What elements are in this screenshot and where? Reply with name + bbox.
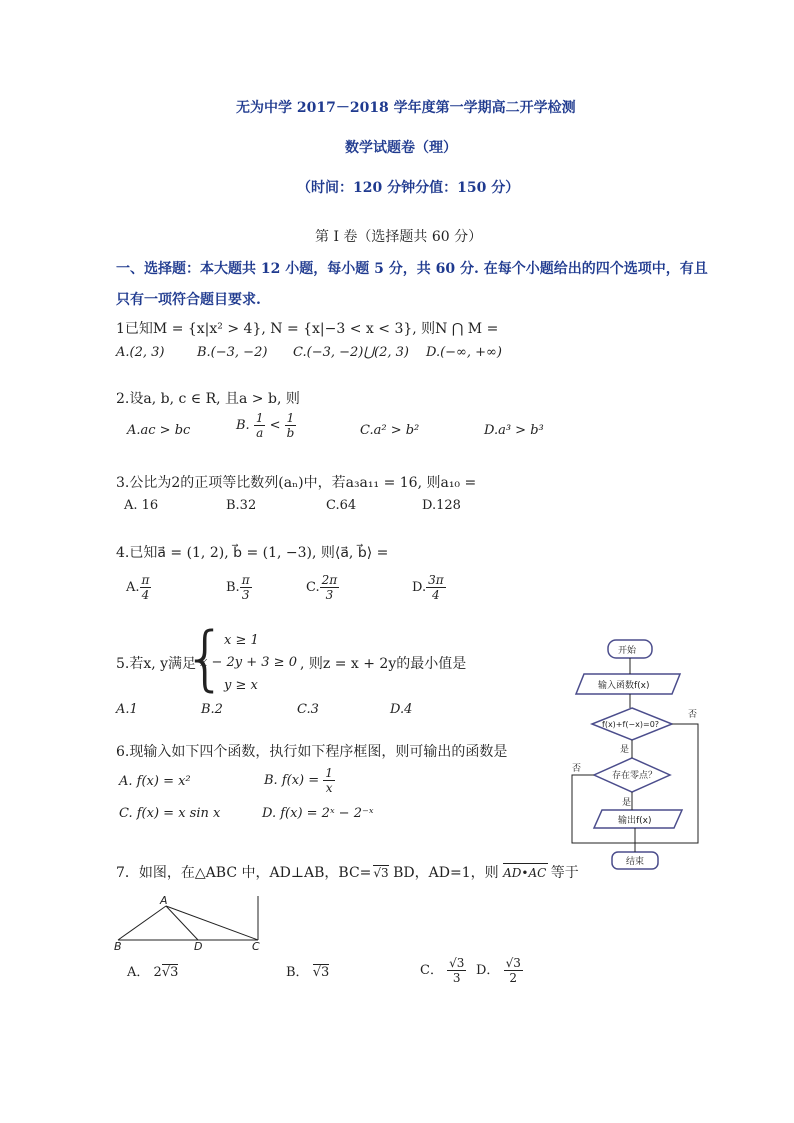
question-5-option-d: D.4 <box>390 702 413 717</box>
flowchart-input-label: 输入函数f(x) <box>598 681 650 691</box>
flowchart-no-2: 否 <box>572 764 582 774</box>
question-6-stem: 6.现输入如下四个函数，执行如下程序框图，则可输出的函数是 <box>116 744 508 760</box>
section-heading-line1: 一、选择题：本大题共 12 小题，每小题 5 分，共 60 分. 在每个小题给出的四个选项中，有且 <box>116 261 708 277</box>
question-7-option-b: B． √3 <box>286 965 330 980</box>
vertex-b-label: B <box>114 940 122 953</box>
question-3-option-c: C.64 <box>326 498 357 513</box>
question-1-stem: 1已知M = {x|x² > 4}, N = {x|−3 < x < 3}, 则N ⋂ M = <box>116 321 499 337</box>
question-5-prefix: 5.若x, y满足 <box>116 656 197 672</box>
question-4-option-c: C. $\frac{2\pi}{3}$ <box>306 573 338 602</box>
question-5-condition-2: x − 2y + 3 ≥ 0 <box>200 655 297 670</box>
question-1-option-c: C.(−3, −2)⋃(2, 3) <box>293 345 409 360</box>
exam-info: （时间：120 分钟分值：150 分） <box>297 180 520 196</box>
question-6-option-a: A. f(x) = x² <box>119 774 191 789</box>
flowchart-output-label: 输出f(x) <box>618 816 652 826</box>
question-1-option-d: D.(−∞, +∞) <box>426 345 502 360</box>
question-1-option-b: B.(−3, −2) <box>197 345 268 360</box>
question-7-stem: 7．如图，在△ABC 中，AD⊥AB，BC= √3 BD，AD=1，则 AD•AC 等于 <box>116 865 579 881</box>
flowchart-no-1: 否 <box>688 710 698 720</box>
vertex-d-label: D <box>194 940 203 953</box>
question-7-option-d: D． $\frac{√3}{2}$ <box>476 956 521 985</box>
question-3-option-a: A. 16 <box>124 498 159 513</box>
question-4-stem: 4.已知a⃗ = (1, 2), b⃗ = (1, −3), 则⟨a⃗, b⃗⟩ = <box>116 545 389 561</box>
triangle-figure <box>110 890 270 954</box>
question-1-option-a: A.(2, 3) <box>116 345 165 360</box>
question-2-option-c: C.a² > b² <box>360 423 420 438</box>
question-4-option-b: B. $\frac{\pi}{3}$ <box>226 573 250 602</box>
exam-title: 无为中学 2017－2018 学年度第一学期高二开学检测 <box>236 100 576 116</box>
question-2-option-d: D.a³ > b³ <box>484 423 544 438</box>
question-7-option-c: C． $\frac{√3}{3}$ <box>420 956 465 985</box>
question-6-option-d: D. f(x) = 2ˣ − 2⁻ˣ <box>262 806 374 821</box>
system-brace: { <box>183 617 228 699</box>
flowchart-decision-1-label: f(x)+f(−x)=0? <box>602 720 660 729</box>
question-3-option-d: D.128 <box>422 498 461 513</box>
flowchart-yes-2: 是 <box>622 798 632 808</box>
part-heading: 第 I 卷（选择题共 60 分） <box>315 229 483 245</box>
program-flowchart <box>560 634 710 874</box>
question-3-stem: 3.公比为2的正项等比数列(aₙ)中，若a₃a₁₁ = 16, 则a₁₀ = <box>116 475 477 491</box>
flowchart-end-label: 结束 <box>626 857 645 867</box>
question-5-option-b: B.2 <box>201 702 223 717</box>
flowchart-yes-1: 是 <box>620 745 630 755</box>
question-2-stem: 2.设a, b, c ∈ R, 且a > b, 则 <box>116 391 300 407</box>
section-heading-line2: 只有一项符合题目要求. <box>116 292 261 308</box>
question-5-option-c: C.3 <box>297 702 319 717</box>
question-5-option-a: A.1 <box>116 702 138 717</box>
question-7-option-a: A． 2√3 <box>127 965 179 980</box>
question-4-option-a: A. $\frac{\pi}{4}$ <box>126 573 150 602</box>
question-6-option-b: B. f(x) = $\frac{1}{x}$ <box>264 766 333 795</box>
question-5-condition-3: y ≥ x <box>224 678 258 693</box>
exam-subtitle: 数学试题卷（理） <box>345 140 457 156</box>
question-2-option-a: A.ac > bc <box>127 423 191 438</box>
question-6-option-c: C. f(x) = x sin x <box>119 806 221 821</box>
question-5-suffix: , 则z = x + 2y的最小值是 <box>300 656 467 672</box>
question-5-condition-1: x ≥ 1 <box>224 633 259 648</box>
question-4-option-d: D. $\frac{3\pi}{4}$ <box>412 573 444 602</box>
flowchart-start-label: 开始 <box>618 646 637 656</box>
question-3-option-b: B.32 <box>226 498 257 513</box>
vertex-a-label: A <box>160 894 168 907</box>
vertex-c-label: C <box>252 940 260 953</box>
flowchart-decision-2-label: 存在零点？ <box>612 771 658 781</box>
question-2-option-b: B. $\frac{1}{a}$ < $\frac{1}{b}$ <box>236 411 295 440</box>
